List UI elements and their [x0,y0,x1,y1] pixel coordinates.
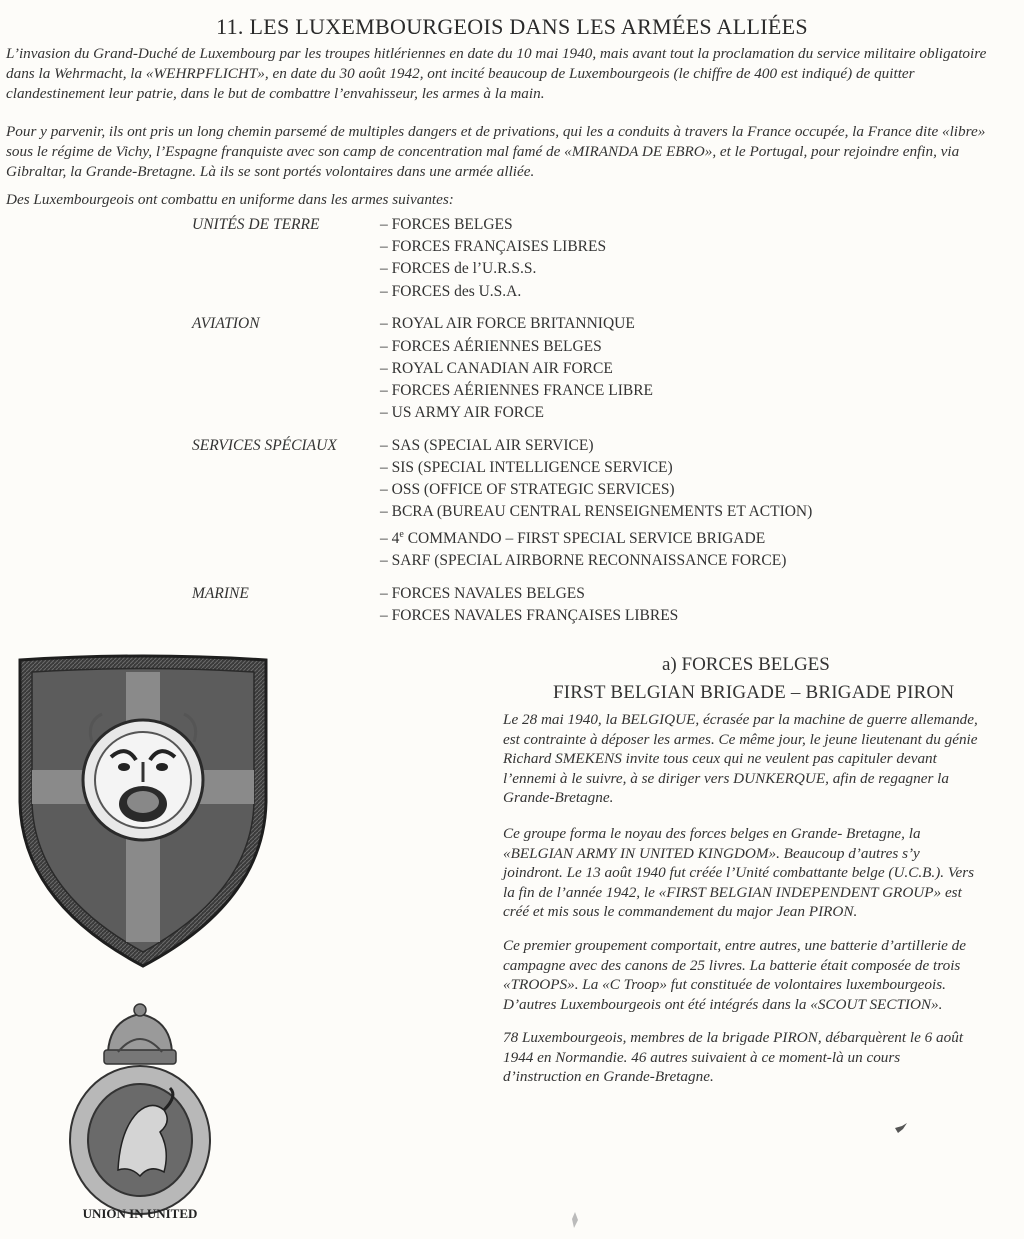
unit-group-items [380,435,812,572]
badge-motto: UNION IN UNITED [82,1206,198,1221]
unit-group-marine [192,583,912,627]
section-paragraph-2: Ce groupe forma le noyau des forces belges en Grande- Bretagne, la «BELGIAN ARMY IN UNITED KINGDOM». Beaucoup d’autres s’y joindront. Le 13 août 1940 fut créée l’Unité combattante belge (U.C.B.). Vers la fin de l’année 1942, le «FIRST BELGIAN INDEPENDENT GROUP» est créé et mis sous le commandement du major Jean PIRON. [503,825,975,921]
unit-item-commando [380,524,812,550]
unit-group-special [192,435,912,572]
unit-group-items [380,313,653,424]
commando-number: 4 [391,529,400,547]
unit-group-name: UNITÉS DE TERRE [192,216,320,233]
unit-group-name: SERVICES SPÉCIAUX [192,436,337,454]
brigade-patch-image [14,652,272,970]
unit-item: – OSS (OFFICE OF STRATEGIC SERVICES) [380,479,812,501]
unit-group-name: AVIATION [192,315,260,333]
unit-item: – FORCES NAVALES BELGES [380,583,678,605]
unit-item: – ROYAL AIR FORCE BRITANNIQUE [380,313,653,335]
unit-item: – FORCES des U.S.A. [380,281,606,303]
unit-item: – SAS (SPECIAL AIR SERVICE) [380,435,812,457]
unit-item: – FORCES AÉRIENNES BELGES [380,336,653,358]
ink-speck [570,1212,580,1228]
unit-group-aviation [192,313,912,424]
unit-item: – ROYAL CANADIAN AIR FORCE [380,358,653,380]
unit-item: – FORCES FRANÇAISES LIBRES [380,236,606,258]
intro-paragraph-2: Pour y parvenir, ils ont pris un long chemin parsemé de multiples dangers et de privations, qui les a conduits à travers la France occupée, la France dite «libre» sous le régime de Vichy, l’Espagne franquiste avec son camp de concentration mal famé de «MIRANDA DE EBRO», et le Portugal, pour rejoindre enfin, via Gibraltar, la Grande-Bretagne. Là ils se sont portés volontaires dans une armée alliée. [6,123,986,180]
unit-item: – FORCES de l’U.R.S.S. [380,258,606,280]
section-paragraph-3: Ce premier groupement comportait, entre autres, une batterie d’artillerie de campagne avec des canons de 25 livres. La batterie était composée de trois «TROOPS». La «C Troop» fut constituée de volontaires luxembourgeois. D’autres Luxembourgeois ont été intégrés dans la «SCOUT SECTION». [503,937,966,1013]
unit-item: – SIS (SPECIAL INTELLIGENCE SERVICE) [380,457,812,479]
intro-paragraph-3: Des Luxembourgeois ont combattu en uniforme dans les armes suivantes: [6,191,454,208]
section-subheading: FIRST BELGIAN BRIGADE – BRIGADE PIRON [553,682,955,703]
unit-item: – FORCES BELGES [380,214,606,236]
units-list [192,214,912,638]
unit-item: – US ARMY AIR FORCE [380,402,653,424]
unit-group-land [192,214,912,303]
commando-suffix: e [399,528,404,540]
ink-speck [894,1122,908,1134]
unit-group-items [380,214,606,303]
unit-item: – FORCES NAVALES FRANÇAISES LIBRES [380,605,678,627]
intro-paragraph-1: L’invasion du Grand-Duché de Luxembourg par les troupes hitlériennes en date du 10 mai 1940, mais avant tout la proclamation du service militaire obligatoire dans la Wehrmacht, la «WEHRPFLICHT», en date du 30 août 1942, ont incité beaucoup de Luxembourgeois (le chiffre de 400 est indiqué) de quitter clandestinement leur patrie, dans le but de combattre l’envahisseur, les armes à la main. [6,45,987,102]
unit-item: – BCRA (BUREAU CENTRAL RENSEIGNEMENTS ET ACTION) [380,501,812,523]
section-paragraph-1: Le 28 mai 1940, la BELGIQUE, écrasée par la machine de guerre allemande, est contrainte à déposer les armes. Ce même jour, le jeune lieutenant du génie Richard SMEKENS invite tous ceux qui ne veulent pas capituler devant l’ennemi à le suivre, à se diriger vers DUNKERQUE, afin de regagner la Grande-Bretagne. [503,711,978,807]
brigade-badge-image [60,1000,220,1230]
unit-item: – FORCES AÉRIENNES FRANCE LIBRE [380,380,653,402]
section-heading: a) FORCES BELGES [662,654,830,675]
unit-group-items [380,583,678,627]
unit-group-name: MARINE [192,584,249,602]
commando-label: COMMANDO – FIRST SPECIAL SERVICE BRIGADE [407,529,766,547]
unit-item: – SARF (SPECIAL AIRBORNE RECONNAISSANCE FORCE) [380,550,812,572]
section-paragraph-4: 78 Luxembourgeois, membres de la brigade PIRON, débarquèrent le 6 août 1944 en Normandie. 46 autres suivaient à ce moment-là un cours d’instruction en Grande-Bretagne. [503,1029,964,1086]
page-title: 11. LES LUXEMBOURGEOIS DANS LES ARMÉES ALLIÉES [216,14,808,39]
